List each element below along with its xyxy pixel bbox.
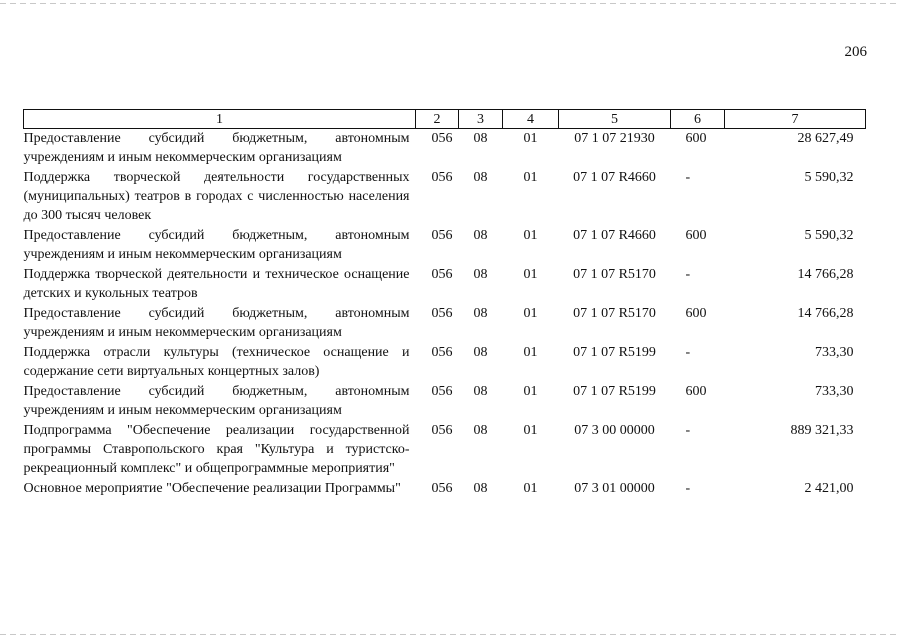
amount-cell: 733,30 xyxy=(815,384,854,399)
row-name-cell: Поддержка творческой деятельности государственных (муниципальных) театров в городах с численностью населения до 300 тысяч человек xyxy=(23,170,410,223)
row-name-cell: Предоставление субсидий бюджетным, автономным учреждениям и иным некоммерческим организациям xyxy=(23,228,410,262)
header-cell: 6 xyxy=(671,110,725,129)
target-article-cell: 07 1 07 21930 xyxy=(574,131,655,146)
row-name-cell: Поддержка отрасли культуры (техническое оснащение и содержание сети виртуальных концертных залов) xyxy=(23,345,410,379)
amount-cell: 28 627,49 xyxy=(797,131,854,146)
subsection-code-cell: 01 xyxy=(523,170,538,185)
header-cell: 7 xyxy=(725,110,866,129)
header-cell: 4 xyxy=(503,110,559,129)
expense-type-cell: 600 xyxy=(685,384,707,399)
admin-code-cell: 056 xyxy=(431,345,453,360)
scan-edge-top xyxy=(0,3,898,4)
expense-type-cell: - xyxy=(685,170,691,185)
expense-type-cell: 600 xyxy=(685,131,707,146)
scan-edge-bottom xyxy=(0,634,898,635)
expense-type-cell: - xyxy=(685,267,691,282)
subsection-code-cell: 01 xyxy=(523,345,538,360)
table-row xyxy=(24,479,866,499)
table-row xyxy=(24,226,866,265)
subsection-code-cell: 01 xyxy=(523,267,538,282)
section-code-cell: 08 xyxy=(473,345,488,360)
table-row xyxy=(24,343,866,382)
amount-cell: 5 590,32 xyxy=(804,228,854,243)
section-code-cell: 08 xyxy=(473,423,488,438)
section-code-cell: 08 xyxy=(473,170,488,185)
amount-cell: 5 590,32 xyxy=(804,170,854,185)
table-row xyxy=(24,382,866,421)
section-code-cell: 08 xyxy=(473,267,488,282)
row-name-cell: Поддержка творческой деятельности и техническое оснащение детских и кукольных театров xyxy=(23,267,410,301)
header-cell: 5 xyxy=(559,110,671,129)
header-cell: 2 xyxy=(416,110,459,129)
table-row xyxy=(24,304,866,343)
section-code-cell: 08 xyxy=(473,131,488,146)
page-number: 206 xyxy=(844,44,867,60)
amount-cell: 733,30 xyxy=(815,345,854,360)
expense-type-cell: - xyxy=(685,481,691,496)
row-name-cell: Предоставление субсидий бюджетным, автономным учреждениям и иным некоммерческим организациям xyxy=(23,131,410,165)
table-row xyxy=(24,129,866,169)
admin-code-cell: 056 xyxy=(431,423,453,438)
subsection-code-cell: 01 xyxy=(523,481,538,496)
subsection-code-cell: 01 xyxy=(523,384,538,399)
amount-cell: 2 421,00 xyxy=(804,481,854,496)
amount-cell: 14 766,28 xyxy=(797,267,854,282)
table-row xyxy=(24,168,866,226)
admin-code-cell: 056 xyxy=(431,228,453,243)
table-body xyxy=(24,129,866,500)
row-name-cell: Предоставление субсидий бюджетным, автономным учреждениям и иным некоммерческим организациям xyxy=(23,306,410,340)
table-row xyxy=(24,265,866,304)
section-code-cell: 08 xyxy=(473,306,488,321)
subsection-code-cell: 01 xyxy=(523,306,538,321)
header-cell: 3 xyxy=(459,110,503,129)
target-article-cell: 07 1 07 R4660 xyxy=(573,170,656,185)
budget-table xyxy=(23,109,866,499)
subsection-code-cell: 01 xyxy=(523,228,538,243)
header-row xyxy=(24,110,866,129)
target-article-cell: 07 3 01 00000 xyxy=(574,481,655,496)
subsection-code-cell: 01 xyxy=(523,423,538,438)
expense-type-cell: - xyxy=(685,345,691,360)
admin-code-cell: 056 xyxy=(431,267,453,282)
subsection-code-cell: 01 xyxy=(523,131,538,146)
target-article-cell: 07 1 07 R5170 xyxy=(573,267,656,282)
expense-type-cell: 600 xyxy=(685,306,707,321)
target-article-cell: 07 1 07 R5199 xyxy=(573,384,656,399)
target-article-cell: 07 3 00 00000 xyxy=(574,423,655,438)
section-code-cell: 08 xyxy=(473,384,488,399)
amount-cell: 14 766,28 xyxy=(797,306,854,321)
amount-cell: 889 321,33 xyxy=(790,423,854,438)
target-article-cell: 07 1 07 R5199 xyxy=(573,345,656,360)
section-code-cell: 08 xyxy=(473,481,488,496)
admin-code-cell: 056 xyxy=(431,481,453,496)
target-article-cell: 07 1 07 R5170 xyxy=(573,306,656,321)
row-name-cell: Основное мероприятие "Обеспечение реализации Программы" xyxy=(23,481,401,496)
target-article-cell: 07 1 07 R4660 xyxy=(573,228,656,243)
expense-type-cell: 600 xyxy=(685,228,707,243)
expense-type-cell: - xyxy=(685,423,691,438)
admin-code-cell: 056 xyxy=(431,384,453,399)
admin-code-cell: 056 xyxy=(431,131,453,146)
row-name-cell: Предоставление субсидий бюджетным, автономным учреждениям и иным некоммерческим организациям xyxy=(23,384,410,418)
section-code-cell: 08 xyxy=(473,228,488,243)
header-cell: 1 xyxy=(24,110,416,129)
table-row xyxy=(24,421,866,479)
admin-code-cell: 056 xyxy=(431,306,453,321)
row-name-cell: Подпрограмма "Обеспечение реализации государственной программы Ставропольского края "Культура и туристско-рекреационный комплекс" и общепрограммные мероприятия" xyxy=(23,423,410,476)
admin-code-cell: 056 xyxy=(431,170,453,185)
